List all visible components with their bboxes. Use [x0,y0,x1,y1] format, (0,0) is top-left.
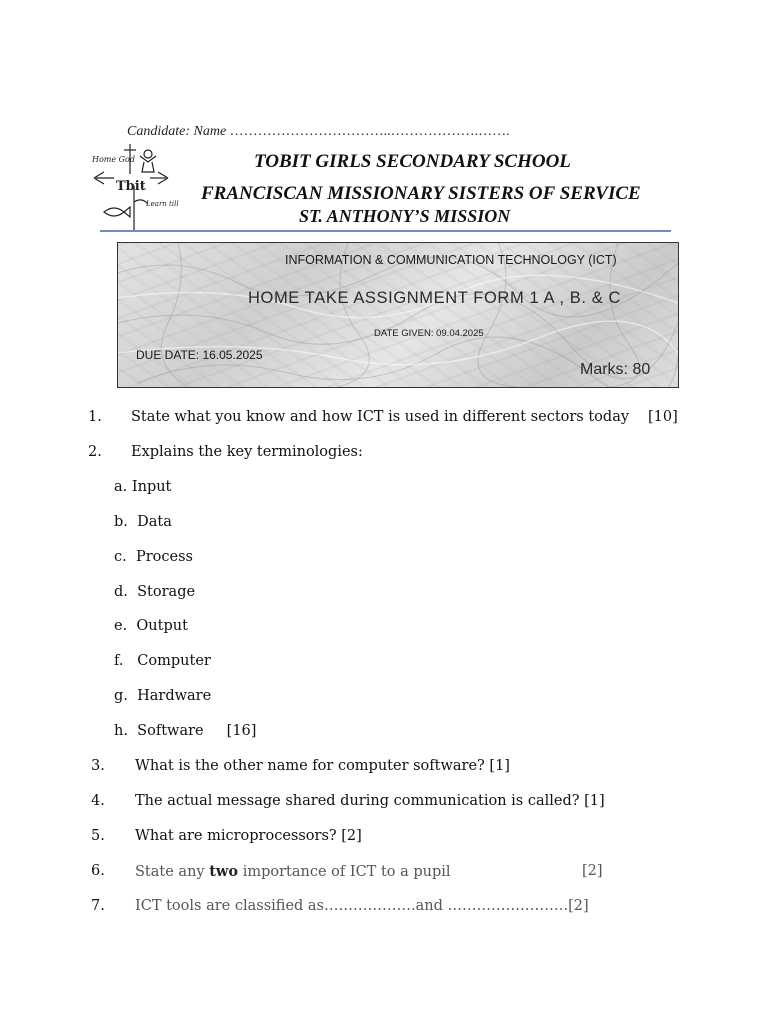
term-letter: b. [114,514,128,530]
term-item [114,514,172,530]
term-marks: [16] [226,723,257,739]
term-text: Input [131,479,172,495]
term-letter: a. [114,479,128,495]
term-letter: h. [114,723,128,739]
term-item [114,479,171,495]
logo-script-home: Home God [92,155,135,164]
banner-subject: INFORMATION & COMMUNICATION TECHNOLOGY (ICT) [285,253,617,267]
question-marks: [10] [648,409,678,425]
term-text: Computer [137,653,211,669]
question-text: What are microprocessors? [2] [135,828,362,844]
term-item [114,653,211,669]
term-item [114,618,188,634]
question-5 [91,828,691,848]
term-letter: f. [114,653,124,669]
term-text: Hardware [137,688,212,704]
question-number: 4. [91,793,105,809]
question-text: The actual message shared during communication is called? [1] [135,793,605,809]
candidate-dots: ……………………………..……………….……. [229,124,510,139]
question-text-emphasis: two [209,863,239,880]
question-text: State what you know and how ICT is used in different sectors today [131,409,630,425]
candidate-label: Candidate: Name [127,124,227,139]
logo-script-name: Tbit [116,179,146,194]
question-3 [91,758,691,778]
school-mission: ST. ANTHONY’S MISSION [299,206,511,226]
term-item [114,549,193,565]
question-number: 7. [91,898,105,914]
logo-script-learn: Learn till [146,200,179,208]
question-1 [88,409,688,429]
question-number: 3. [91,758,105,774]
banner-title: HOME TAKE ASSIGNMENT FORM 1 A , B. & C [248,289,622,307]
candidate-name-line [127,124,510,140]
term-text: Software [137,723,204,739]
term-item [114,688,211,704]
term-text: Storage [137,584,196,600]
header-divider [100,230,671,232]
term-letter: g. [114,688,128,704]
assignment-banner [117,242,679,388]
term-text: Output [136,618,188,634]
school-logo [90,142,182,232]
term-letter: c. [114,549,127,565]
question-marks: [2] [582,863,603,879]
school-logo-drawing [90,142,182,232]
school-name: TOBIT GIRLS SECONDARY SCHOOL [254,151,571,172]
term-item [114,584,195,600]
term-letter: d. [114,584,128,600]
question-text-post: importance of ICT to a pupil [242,864,451,880]
term-text: Data [137,514,172,530]
question-number: 2. [88,444,102,460]
term-letter: e. [114,618,128,634]
question-text: ICT tools are classified as……………….and …………………….[2] [135,898,589,914]
question-6 [91,863,691,883]
question-4 [91,793,691,813]
banner-due-date: DUE DATE: 16.05.2025 [136,348,263,362]
question-text: Explains the key terminologies: [131,444,363,460]
banner-marks: Marks: 80 [580,361,651,378]
question-number: 1. [88,409,102,425]
question-text [135,863,451,880]
banner-date-given: DATE GIVEN: 09.04.2025 [374,328,484,339]
question-number: 6. [91,863,105,879]
question-text-pre: State any [135,864,205,880]
question-7 [91,898,691,918]
term-text: Process [135,549,193,565]
question-number: 5. [91,828,105,844]
term-item [114,723,256,739]
question-2 [88,444,488,464]
question-text: What is the other name for computer software? [1] [135,758,510,774]
school-congregation: FRANCISCAN MISSIONARY SISTERS OF SERVICE [201,183,641,204]
